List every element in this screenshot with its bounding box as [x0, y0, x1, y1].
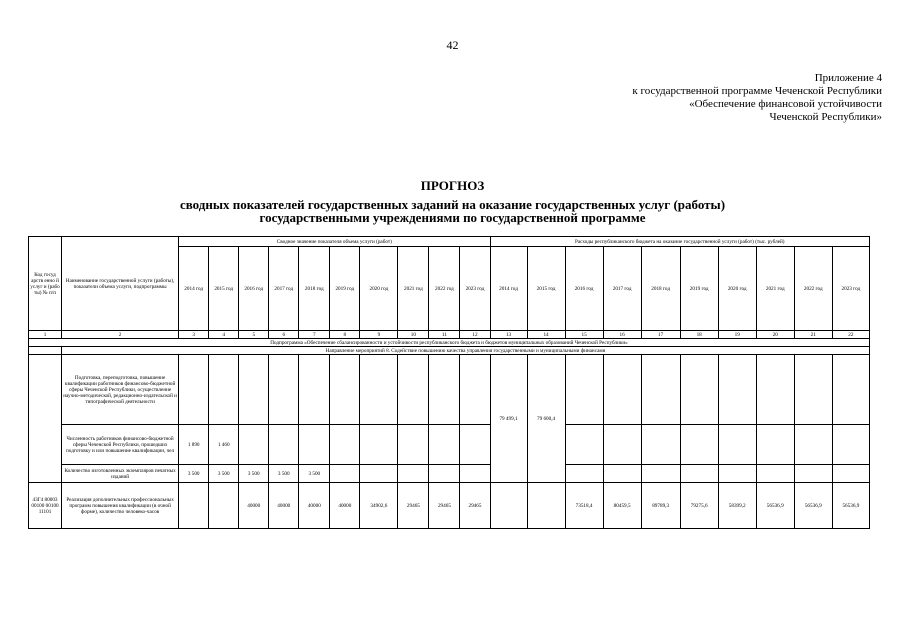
year-expense-3: 2017 год: [603, 247, 641, 331]
column-number-9: 9: [360, 331, 398, 339]
column-number-4: 4: [209, 331, 239, 339]
row2-volume-cell: [398, 425, 429, 465]
row2-expense-cell: [641, 425, 680, 465]
year-expense-8: 2022 год: [794, 247, 832, 331]
table-row: [29, 355, 870, 425]
column-number-13: 13: [490, 331, 527, 339]
table-row: [29, 425, 870, 465]
row4-volume-8: 29465: [429, 483, 460, 529]
row4-volume-5: 40000: [330, 483, 360, 529]
row3-volume-1: 3 500: [209, 465, 239, 483]
row1-volume-cell: [209, 355, 239, 425]
row4-volume-9: 29465: [460, 483, 490, 529]
row4-code: 43Г4 80003 00100 00100 11101: [29, 483, 62, 529]
subprogram-row: Подпрограмма «Обеспечение сбалансированности и устойчивости республиканского бюджета и бюджетов муниципальных образований Чеченской Республики»: [29, 339, 870, 347]
row4-expense-3: 80459,5: [603, 483, 641, 529]
row1-expense-cell: [680, 355, 718, 425]
column-number-7: 7: [299, 331, 330, 339]
row3-volume-4: 3 500: [299, 465, 330, 483]
year-volume-8: 2022 год: [429, 247, 460, 331]
year-expense-4: 2018 год: [641, 247, 680, 331]
direction-empty-cell: [29, 347, 62, 355]
row1-volume-cell: [330, 355, 360, 425]
row2-volume-cell: [239, 425, 269, 465]
row2-volume-cell: [360, 425, 398, 465]
row2-volume-2015: 1 460: [209, 425, 239, 465]
row1-volume-cell: [460, 355, 490, 425]
row2-expense-cell: [565, 425, 603, 465]
column-number-6: 6: [269, 331, 299, 339]
row1-expense-cell: [603, 355, 641, 425]
subtitle-line-1: сводных показателей государственных заданий на оказание государственных услуг (работы): [179, 197, 726, 212]
row3-expense-cell: [832, 465, 869, 483]
forecast-table: [28, 236, 870, 529]
year-expense-9: 2023 год: [832, 247, 869, 331]
row3-expense-cell: [603, 465, 641, 483]
column-number-12: 12: [460, 331, 490, 339]
year-expense-1: 2015 год: [527, 247, 565, 331]
row1-expense-cell: [565, 355, 603, 425]
row1-volume-cell: [269, 355, 299, 425]
column-number-14: 14: [527, 331, 565, 339]
row2-expense-cell: [756, 425, 794, 465]
row4-expense-4: 89789,3: [641, 483, 680, 529]
row2-volume-cell: [429, 425, 460, 465]
column-number-row: [29, 331, 870, 339]
row4-volume-1: [209, 483, 239, 529]
row1-expense-2014: 79 499,1: [490, 355, 527, 483]
table-row: [29, 465, 870, 483]
row4-volume-6: 34902,6: [360, 483, 398, 529]
row4-expense-8: 56536,9: [794, 483, 832, 529]
row4-volume-7: 29465: [398, 483, 429, 529]
year-volume-0: 2014 год: [179, 247, 209, 331]
row4-volume-4: 40000: [299, 483, 330, 529]
row3-volume-cell: [398, 465, 429, 483]
row3-expense-cell: [794, 465, 832, 483]
row4-name: Реализация дополнительных профессиональных программ повышения квалификации (в очной форме), количество человеко-часов: [62, 483, 179, 529]
direction-row: Направление мероприятий 8. Содействие повышению качества управления государственными и муниципальными финансами: [62, 347, 870, 355]
header-volume-group: Сводное значение показателя объема услуги (работ): [179, 237, 490, 247]
column-number-11: 11: [429, 331, 460, 339]
row3-name: Количество изготовленных экземпляров печатных изданий: [62, 465, 179, 483]
year-volume-9: 2023 год: [460, 247, 490, 331]
row2-volume-cell: [460, 425, 490, 465]
column-number-15: 15: [565, 331, 603, 339]
row3-volume-cell: [360, 465, 398, 483]
year-expense-0: 2014 год: [490, 247, 527, 331]
row1-code-cell: [29, 355, 62, 483]
year-expense-2: 2016 год: [565, 247, 603, 331]
year-expense-5: 2019 год: [680, 247, 718, 331]
appendix-line-3: Чеченской Республики»: [769, 111, 882, 123]
row2-expense-cell: [794, 425, 832, 465]
row3-expense-cell: [756, 465, 794, 483]
row1-expense-cell: [756, 355, 794, 425]
row1-expense-cell: [794, 355, 832, 425]
year-volume-4: 2018 год: [299, 247, 330, 331]
row2-volume-cell: [299, 425, 330, 465]
document-subtitle: [0, 198, 905, 224]
column-number-1: 1: [29, 331, 62, 339]
row3-volume-0: 3 500: [179, 465, 209, 483]
year-volume-6: 2020 год: [360, 247, 398, 331]
column-number-21: 21: [794, 331, 832, 339]
year-volume-5: 2019 год: [330, 247, 360, 331]
year-volume-3: 2017 год: [269, 247, 299, 331]
row1-volume-cell: [398, 355, 429, 425]
row2-expense-cell: [832, 425, 869, 465]
column-number-19: 19: [718, 331, 756, 339]
row4-expense-9: 56536,9: [832, 483, 869, 529]
column-number-18: 18: [680, 331, 718, 339]
row1-volume-cell: [299, 355, 330, 425]
row1-expense-2015: 79 600,4: [527, 355, 565, 483]
row2-volume-2014: 1 890: [179, 425, 209, 465]
row2-volume-cell: [330, 425, 360, 465]
row1-expense-cell: [718, 355, 756, 425]
row2-expense-cell: [680, 425, 718, 465]
row1-volume-cell: [429, 355, 460, 425]
column-number-22: 22: [832, 331, 869, 339]
row3-volume-2: 3 500: [239, 465, 269, 483]
document-title: ПРОГНОЗ: [420, 178, 485, 193]
row4-expense-2: 73518,4: [565, 483, 603, 529]
header-name: Наименование государственной услуги (работы), показатели объема услуги, подпрограммы: [62, 237, 179, 331]
year-expense-7: 2021 год: [756, 247, 794, 331]
row3-volume-cell: [330, 465, 360, 483]
year-volume-1: 2015 год: [209, 247, 239, 331]
row4-expense-7: 56536,9: [756, 483, 794, 529]
row1-volume-cell: [239, 355, 269, 425]
appendix-line-1: к государственной программе Чеченской Республики: [632, 85, 882, 97]
row1-expense-cell: [832, 355, 869, 425]
appendix-block: [632, 72, 882, 124]
column-number-5: 5: [239, 331, 269, 339]
row4-volume-0: [179, 483, 209, 529]
year-expense-6: 2020 год: [718, 247, 756, 331]
row1-name: Подготовка, переподготовка, повышение квалификации работников финансово-бюджетной сферы Чеченской Республики, осуществление научно-методической, редакционно-издательской и типографической деятельности: [62, 355, 179, 425]
row4-expense-0: [490, 483, 527, 529]
column-number-2: 2: [62, 331, 179, 339]
row2-name: Численность работников финансово-бюджетной сферы Чеченской Республики, прошедших подготовку и или повышение квалификации, чел: [62, 425, 179, 465]
row4-volume-3: 40000: [269, 483, 299, 529]
row2-volume-cell: [269, 425, 299, 465]
row4-expense-1: [527, 483, 565, 529]
row1-expense-cell: [641, 355, 680, 425]
table-row: [29, 483, 870, 529]
row4-expense-5: 79275,6: [680, 483, 718, 529]
column-number-10: 10: [398, 331, 429, 339]
appendix-line-2: «Обеспечение финансовой устойчивости: [689, 98, 882, 110]
header-expense-group: Расходы республиканского бюджета на оказание государственной услуги (работ) (тыс. рублей): [490, 237, 870, 247]
year-volume-2: 2016 год: [239, 247, 269, 331]
row4-expense-6: 58399,2: [718, 483, 756, 529]
row3-expense-cell: [641, 465, 680, 483]
appendix-title: Приложение 4: [814, 72, 882, 84]
page-number: 42: [446, 38, 459, 52]
row2-expense-cell: [718, 425, 756, 465]
subtitle-line-2: государственными учреждениями по государственной программе: [259, 210, 646, 225]
row3-volume-3: 3 500: [269, 465, 299, 483]
row1-volume-cell: [179, 355, 209, 425]
row3-volume-cell: [460, 465, 490, 483]
row1-volume-cell: [360, 355, 398, 425]
row3-expense-cell: [718, 465, 756, 483]
column-number-3: 3: [179, 331, 209, 339]
row4-volume-2: 40000: [239, 483, 269, 529]
column-number-8: 8: [330, 331, 360, 339]
year-volume-7: 2021 год: [398, 247, 429, 331]
row3-expense-cell: [680, 465, 718, 483]
row2-expense-cell: [603, 425, 641, 465]
header-code: Код госуд арств енно й услуг и (рабо ты) № п/п: [29, 237, 62, 331]
row3-expense-cell: [565, 465, 603, 483]
row3-volume-cell: [429, 465, 460, 483]
column-number-20: 20: [756, 331, 794, 339]
column-number-17: 17: [641, 331, 680, 339]
column-number-16: 16: [603, 331, 641, 339]
